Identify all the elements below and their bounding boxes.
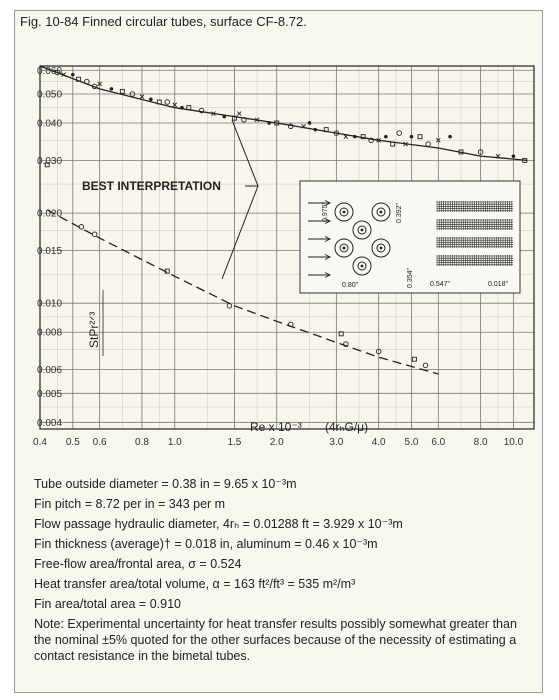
y-tick-label: 0.005 xyxy=(37,388,63,400)
x-tick-label: 8.0 xyxy=(473,437,488,448)
y-tick-label: 0.010 xyxy=(37,298,63,310)
y-tick-label: 0.060 xyxy=(37,65,63,77)
tube-center xyxy=(343,247,346,250)
y-tick-label: 0.020 xyxy=(37,208,63,220)
y-tick-label: 0.040 xyxy=(37,118,63,130)
x-tick-label: 0.5 xyxy=(65,437,80,448)
x-tick-label: 0.8 xyxy=(134,437,149,448)
tube-center xyxy=(380,211,383,214)
dim-label-0392: 0.392" xyxy=(396,202,403,223)
friction-data-point xyxy=(353,135,357,139)
friction-data-point xyxy=(512,154,516,158)
note-block xyxy=(34,616,534,664)
best-interpretation-label: BEST INTERPRETATION xyxy=(82,179,221,193)
surface-specifications xyxy=(34,474,534,664)
x-tick-label: 5.0 xyxy=(404,437,419,448)
spec-fin-area-ratio: Fin area/total area = 0.910 xyxy=(34,597,181,611)
x-tick-label: 4.0 xyxy=(371,437,386,448)
x-tick-labels xyxy=(33,437,524,448)
spec-tube-diameter: Tube outside diameter = 0.38 in = 9.65 x 10⁻³m xyxy=(34,477,297,491)
x-tick-label: 3.0 xyxy=(329,437,344,448)
x-tick-label: 0.6 xyxy=(92,437,107,448)
y-tick-label: 0.050 xyxy=(37,89,63,101)
tube-center xyxy=(380,247,383,250)
y-axis-label: StPr²ᐟ³ xyxy=(87,311,101,348)
dim-label-080: 0.80" xyxy=(342,282,359,289)
tube-center xyxy=(361,265,364,268)
spec-free-flow-ratio: Free-flow area/frontal area, σ = 0.524 xyxy=(34,557,242,571)
friction-data-point xyxy=(222,115,226,119)
friction-data-point xyxy=(314,128,318,132)
dim-label-0018: 0.018" xyxy=(488,281,509,288)
spec-fin-pitch: Fin pitch = 8.72 per in = 343 per m xyxy=(34,497,226,511)
friction-data-point xyxy=(110,87,114,91)
spec-hydraulic-diameter: Flow passage hydraulic diameter, 4rₕ = 0.01288 ft = 3.929 x 10⁻³m xyxy=(34,517,403,531)
note-label: Note: xyxy=(34,617,64,631)
friction-data-point xyxy=(149,97,153,101)
x-tick-label: 6.0 xyxy=(431,437,446,448)
x-axis-unit-label: Re x 10⁻³ xyxy=(250,420,302,434)
tube-bank-inset xyxy=(300,181,520,293)
tube-center xyxy=(361,229,364,232)
x-tick-label: 1.0 xyxy=(167,437,182,448)
figure-title: Fig. 10-84 Finned circular tubes, surface CF-8.72. xyxy=(20,14,307,29)
x-axis-formula-label: (4rₕG/μ) xyxy=(325,420,369,434)
y-tick-label: 0.008 xyxy=(37,327,63,339)
note-text: Experimental uncertainty for heat transfer results possibly somewhat greater than the nominal ±5% quoted for the other surfaces because of the necessity of estimating a contact resistance in the bimetal tubes. xyxy=(34,617,517,663)
friction-data-point xyxy=(180,106,184,110)
tube-center xyxy=(343,211,346,214)
friction-data-point xyxy=(71,73,75,77)
x-tick-label: 0.4 xyxy=(33,437,47,448)
friction-data-point xyxy=(448,135,452,139)
y-tick-label: 0.030 xyxy=(37,155,63,167)
x-tick-label: 1.5 xyxy=(227,437,242,448)
friction-data-point xyxy=(308,121,312,125)
y-tick-label: 0.015 xyxy=(37,245,63,257)
y-tick-label: 0.004 xyxy=(37,417,63,429)
x-tick-label: 2.0 xyxy=(269,437,284,448)
friction-data-point xyxy=(384,135,388,139)
dim-label-0354: 0.354" xyxy=(407,267,414,288)
dim-label-0547: 0.547" xyxy=(430,281,451,288)
friction-data-point xyxy=(267,121,271,125)
spec-fin-thickness: Fin thickness (average)† = 0.018 in, aluminum = 0.46 x 10⁻³m xyxy=(34,537,378,551)
y-tick-labels xyxy=(37,66,62,429)
spec-area-density: Heat transfer area/total volume, α = 163 ft²/ft³ = 535 m²/m³ xyxy=(34,577,356,591)
friction-data-point xyxy=(410,135,414,139)
x-tick-label: 10.0 xyxy=(503,437,524,448)
y-tick-label: 0.006 xyxy=(37,365,63,377)
dim-label-0975: 0.975" xyxy=(322,201,329,222)
